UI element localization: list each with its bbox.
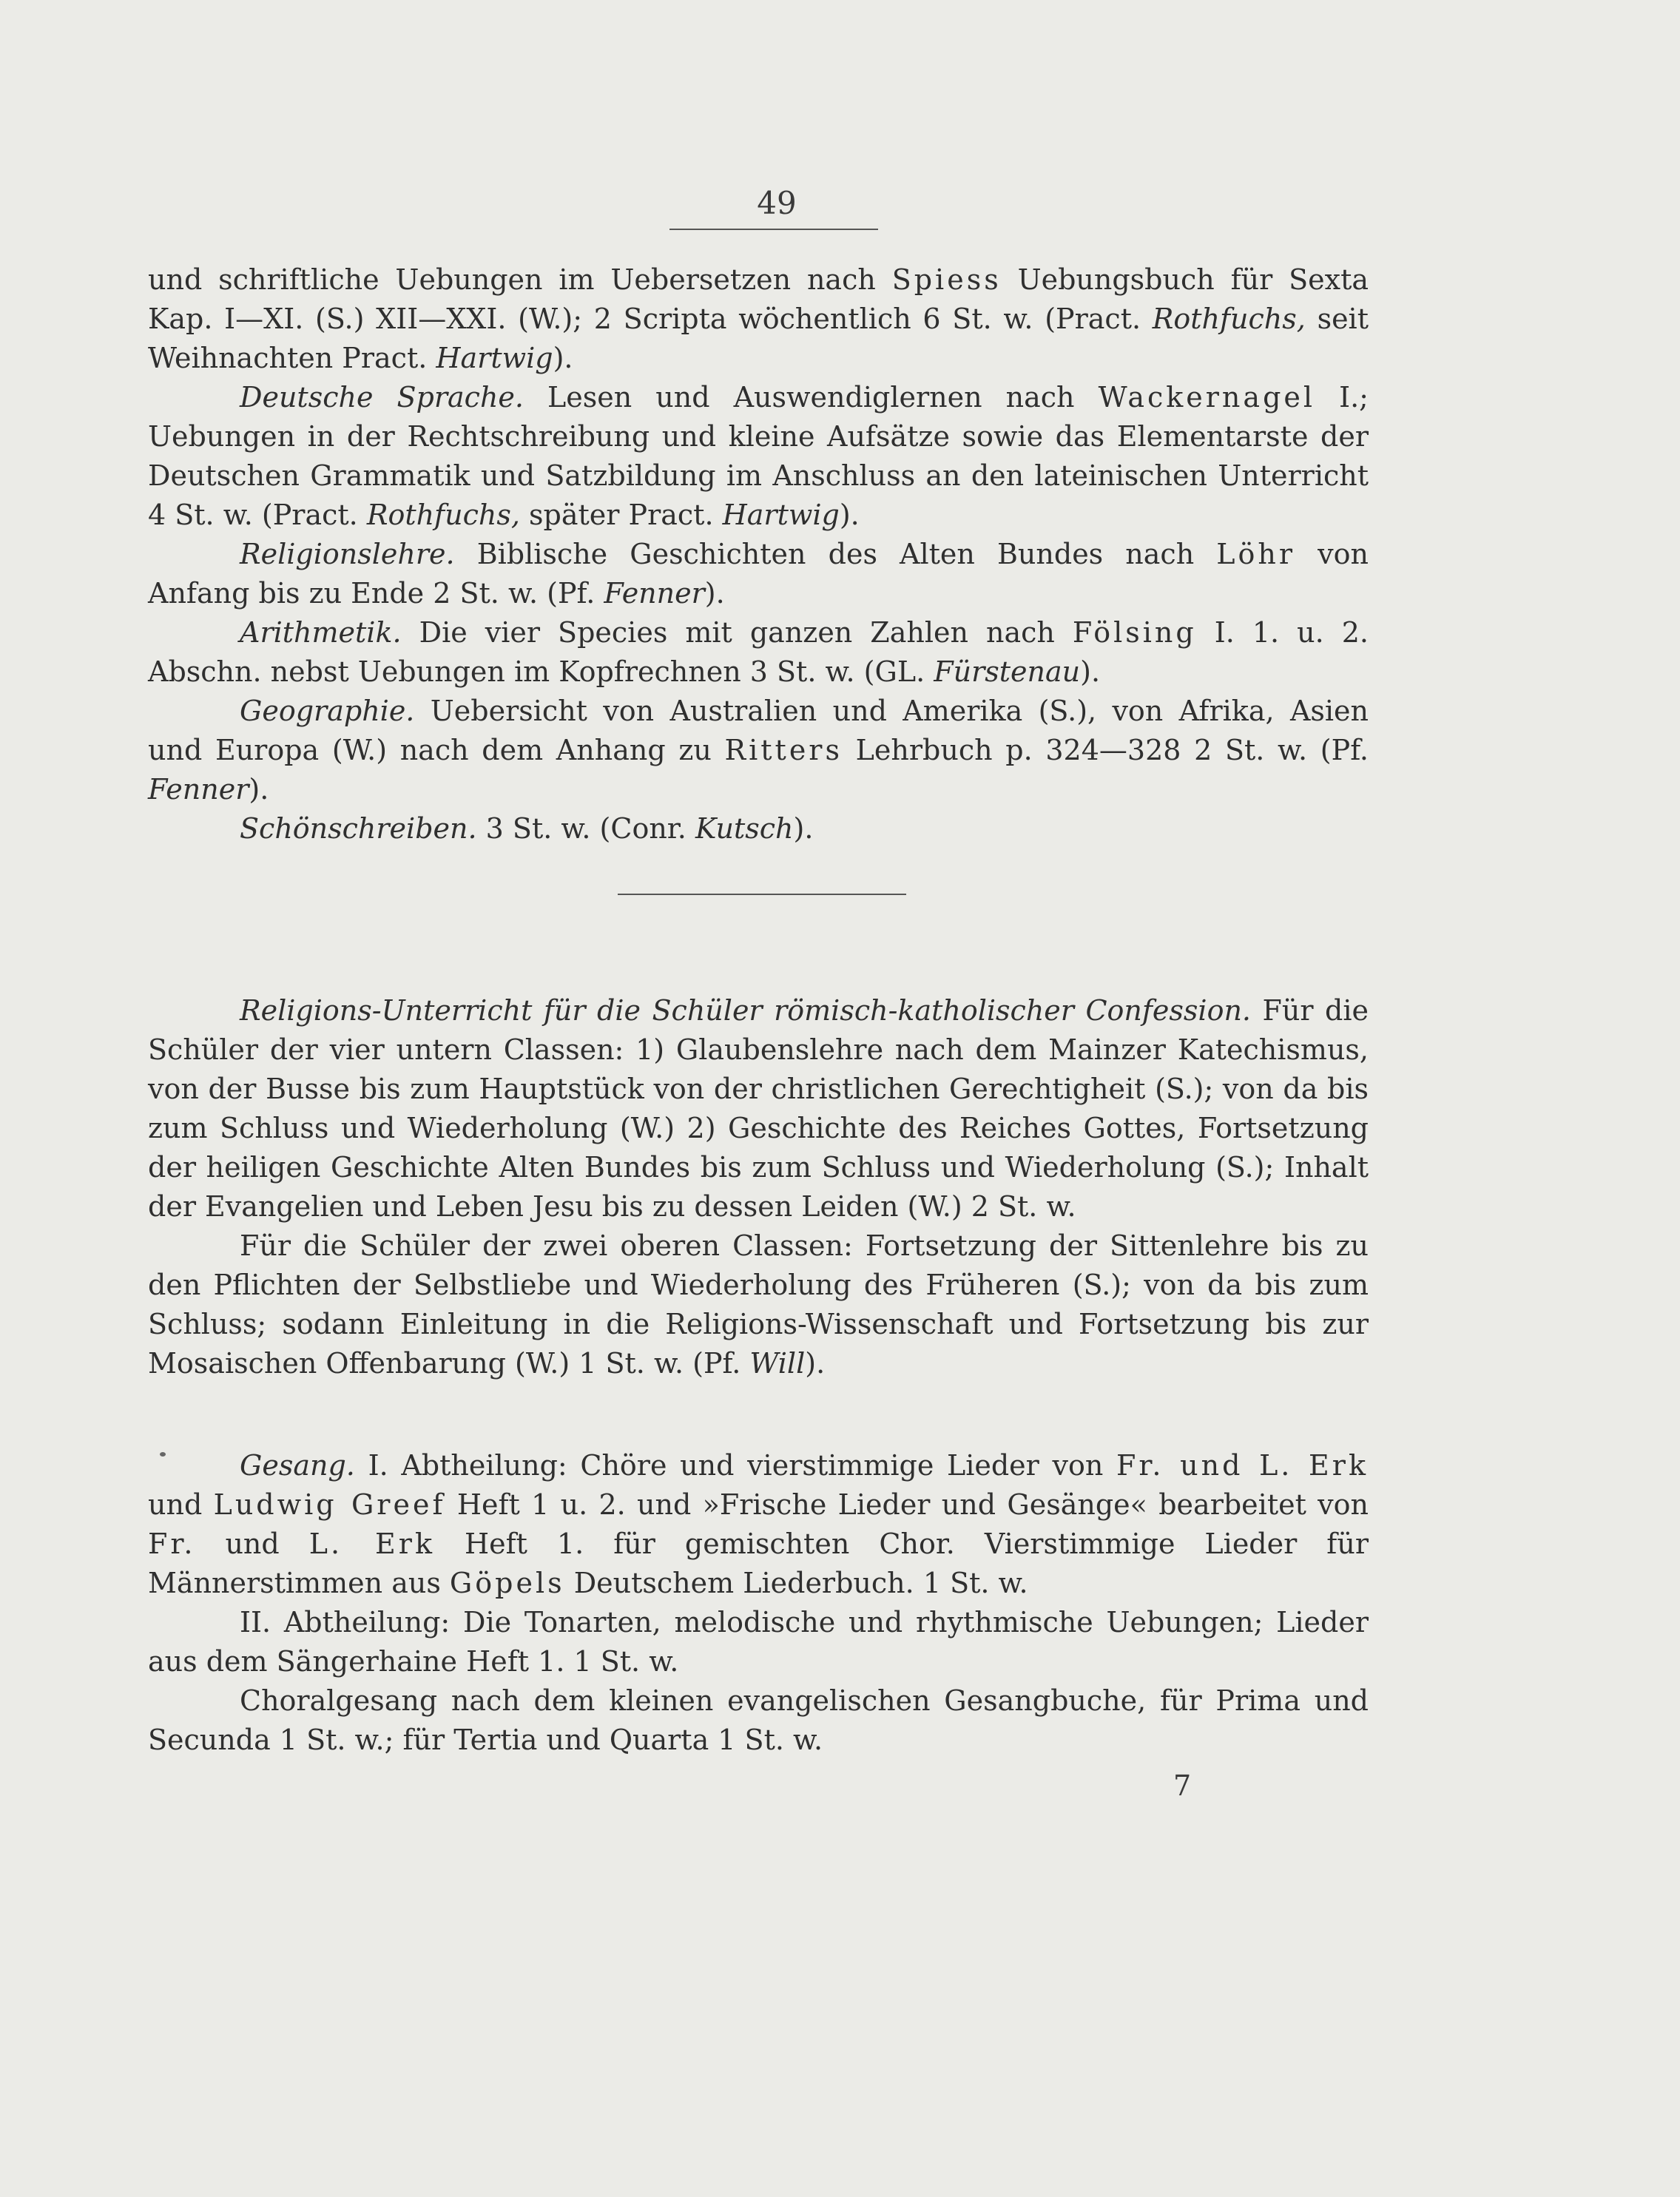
page-number: 49 xyxy=(757,185,797,221)
author-name: Fr. und L. Erk xyxy=(1116,1449,1369,1482)
teacher-name: Fenner xyxy=(148,773,249,806)
paragraph-geographie: Geographie. Uebersicht von Australien und Amerika (S.), von Afrika, Asien und Europa (W.) nach dem Anhang zu Ritters Lehrbuch p. 324—328 2 St. w. (Pf. Fenner). xyxy=(148,695,1369,806)
paragraph-choralgesang: Choralgesang nach dem kleinen evangelischen Gesangbuche, für Prima und Secunda 1 St. w.; für Tertia und Quarta 1 St. w. xyxy=(148,1684,1369,1756)
author-name: Fr. xyxy=(148,1528,196,1560)
paragraph-arithmetik: Arithmetik. Die vier Species mit ganzen Zahlen nach Fölsing I. 1. u. 2. Abschn. nebst Uebungen im Kopfrechnen 3 St. w. (GL. Fürstenau). xyxy=(148,616,1369,688)
paragraph-latin-continued: und schriftliche Uebungen im Uebersetzen nach Spiess Uebungsbuch für Sexta Kap. I—XI. (S.) XII—XXI. (W.); 2 Scripta wöchentlich 6 St. w. (Pract. Rothfuchs, seit Weihnachten Pract. Hartwig). xyxy=(148,263,1369,374)
teacher-name: Fürstenau xyxy=(934,655,1081,688)
teacher-name: Will xyxy=(749,1347,806,1380)
section-divider xyxy=(618,894,906,895)
paragraph-deutsche-sprache: Deutsche Sprache. Lesen und Auswendiglernen nach Wackernagel I.; Uebungen in der Rechtschreibung und kleine Aufsätze sowie das Elementarste der Deutschen Grammatik und Satzbildung im Anschluss an den lateinischen Unterricht 4 St. w. (Pract. Rothfuchs, später Pract. Hartwig). xyxy=(148,381,1369,531)
paragraph-gesang-abtheilung-1: Gesang. I. Abtheilung: Chöre und vierstimmige Lieder von Fr. und L. Erk und Ludwig Greef Heft 1 u. 2. und »Frische Lieder und Gesänge« bearbeitet von Fr. und L. Erk Heft 1. für gemischten Chor. Vierstimmige Lieder für Männerstimmen aus Göpels Deutschem Liederbuch. 1 St. w. xyxy=(148,1449,1369,1599)
author-name: Ritters xyxy=(724,734,843,766)
header-rule xyxy=(669,229,878,230)
author-name: L. Erk xyxy=(308,1528,435,1560)
teacher-name: Rothfuchs, xyxy=(1152,303,1306,335)
section-curriculum-sexta xyxy=(148,260,1369,848)
subject-heading: Religions-Unterricht für die Schüler römisch-katholischer Confession. xyxy=(240,994,1252,1027)
printer-signature-mark: 7 xyxy=(1173,1769,1192,1802)
author-name: Löhr xyxy=(1216,538,1296,570)
paragraph-schoenschreiben: Schönschreiben. 3 St. w. (Conr. Kutsch). xyxy=(240,812,814,845)
teacher-name: Hartwig xyxy=(436,342,553,374)
section-gesang xyxy=(148,1446,1369,1760)
author-name: Wackernagel xyxy=(1098,381,1316,414)
teacher-name: Rothfuchs, xyxy=(366,499,520,531)
author-name: Spiess xyxy=(891,263,1002,296)
subject-heading: Religionslehre. xyxy=(240,538,455,570)
paragraph-religion-lower-classes: Religions-Unterricht für die Schüler römisch-katholischer Confession. Für die Schüler der vier untern Classen: 1) Glaubenslehre nach dem Mainzer Katechismus, von der Busse bis zum Hauptstück von der christlichen Gerechtigheit (S.); von da bis zum Schluss und Wiederholung (W.) 2) Geschichte des Reiches Gottes, Fortsetzung der heiligen Geschichte Alten Bundes bis zum Schluss und Wiederholung (S.); Inhalt der Evangelien und Leben Jesu bis zu dessen Leiden (W.) 2 St. w. xyxy=(148,994,1369,1223)
author-name: Fölsing xyxy=(1072,616,1197,649)
subject-heading: Geographie. xyxy=(240,695,415,727)
teacher-name: Hartwig xyxy=(722,499,840,531)
subject-heading: Gesang. xyxy=(240,1449,355,1482)
paragraph-religionslehre: Religionslehre. Biblische Geschichten des Alten Bundes nach Löhr von Anfang bis zu Ende 2 St. w. (Pf. Fenner). xyxy=(148,538,1369,610)
author-name: Göpels xyxy=(449,1567,565,1599)
teacher-name: Fenner xyxy=(604,577,705,610)
paragraph-religion-upper-classes: Für die Schüler der zwei oberen Classen: Fortsetzung der Sittenlehre bis zu den Pflichten der Selbstliebe und Wiederholung des Früheren (S.); von da bis zum Schluss; sodann Einleitung in die Religions-Wissenschaft und Fortsetzung bis zur Mosaischen Offenbarung (W.) 1 St. w. (Pf. Will). xyxy=(148,1229,1369,1380)
subject-heading: Arithmetik. xyxy=(240,616,402,649)
author-name: Ludwig Greef xyxy=(213,1488,446,1521)
teacher-name: Kutsch xyxy=(695,812,794,845)
paragraph-gesang-abtheilung-2: II. Abtheilung: Die Tonarten, melodische und rhythmische Uebungen; Lieder aus dem Sängerhaine Heft 1. 1 St. w. xyxy=(148,1606,1369,1678)
subject-heading: Schönschreiben. xyxy=(240,812,477,845)
section-religion-catholic xyxy=(148,991,1369,1383)
subject-heading: Deutsche Sprache. xyxy=(240,381,524,414)
